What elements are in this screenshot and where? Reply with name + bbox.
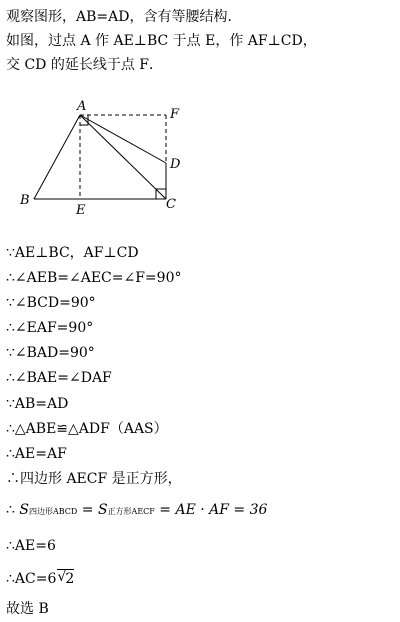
area-symbol-2: S xyxy=(97,502,108,518)
equals-1: = xyxy=(81,502,94,518)
proof-line-2: ∴∠AEB=∠AEC=∠F=90° xyxy=(6,270,182,286)
area-subscript-2: 正方形AECF xyxy=(107,507,155,516)
label-b: B xyxy=(20,193,30,208)
area-subscript-1: 四边形ABCD xyxy=(28,507,78,516)
label-c: C xyxy=(166,197,176,212)
label-f: F xyxy=(170,107,180,122)
intro-line-3: 交 CD 的延长线于点 F． xyxy=(6,57,164,73)
answer-line: 故选 B xyxy=(6,601,49,617)
proof-line-9: ∴AE=AF xyxy=(6,446,67,462)
proof-line-1: ∵AE⊥BC，AF⊥CD xyxy=(6,245,139,261)
ac-prefix: ∴AC=6 xyxy=(6,571,57,587)
proof-line-11 xyxy=(6,501,267,521)
area-symbol-1: S xyxy=(19,502,29,518)
segment-ab xyxy=(34,115,80,199)
proof-line-5: ∵∠BAD=90° xyxy=(6,345,95,361)
proof-line-12: ∴AE=6 xyxy=(6,538,56,554)
proof-line-7: ∵AB=AD xyxy=(6,396,69,412)
segment-ad xyxy=(80,115,166,163)
area-product: = AE · AF = 36 xyxy=(159,502,268,518)
proof-line-4: ∴∠EAF=90° xyxy=(6,320,94,336)
proof-line-8: ∴△ABE≌△ADF（AAS） xyxy=(6,421,168,437)
proof-line-6: ∴∠BAE=∠DAF xyxy=(6,370,112,386)
proof-line-10: ∴四边形 AECF 是正方形， xyxy=(6,471,182,487)
label-e: E xyxy=(76,203,86,218)
proof-line-3: ∵∠BCD=90° xyxy=(6,295,96,311)
intro-line-1: 观察图形，AB=AD，含有等腰结构． xyxy=(6,9,242,25)
label-a: A xyxy=(77,99,87,114)
label-d: D xyxy=(170,157,181,172)
segment-ac xyxy=(80,115,166,199)
sqrt-radicand: 2 xyxy=(65,571,75,587)
sqrt-symbol: √ 2 xyxy=(57,569,75,587)
intro-line-2: 如图，过点 A 作 AE⊥BC 于点 E，作 AF⊥CD， xyxy=(6,33,317,49)
proof-line-13 xyxy=(6,569,74,588)
therefore-symbol: ∴ xyxy=(6,502,15,518)
